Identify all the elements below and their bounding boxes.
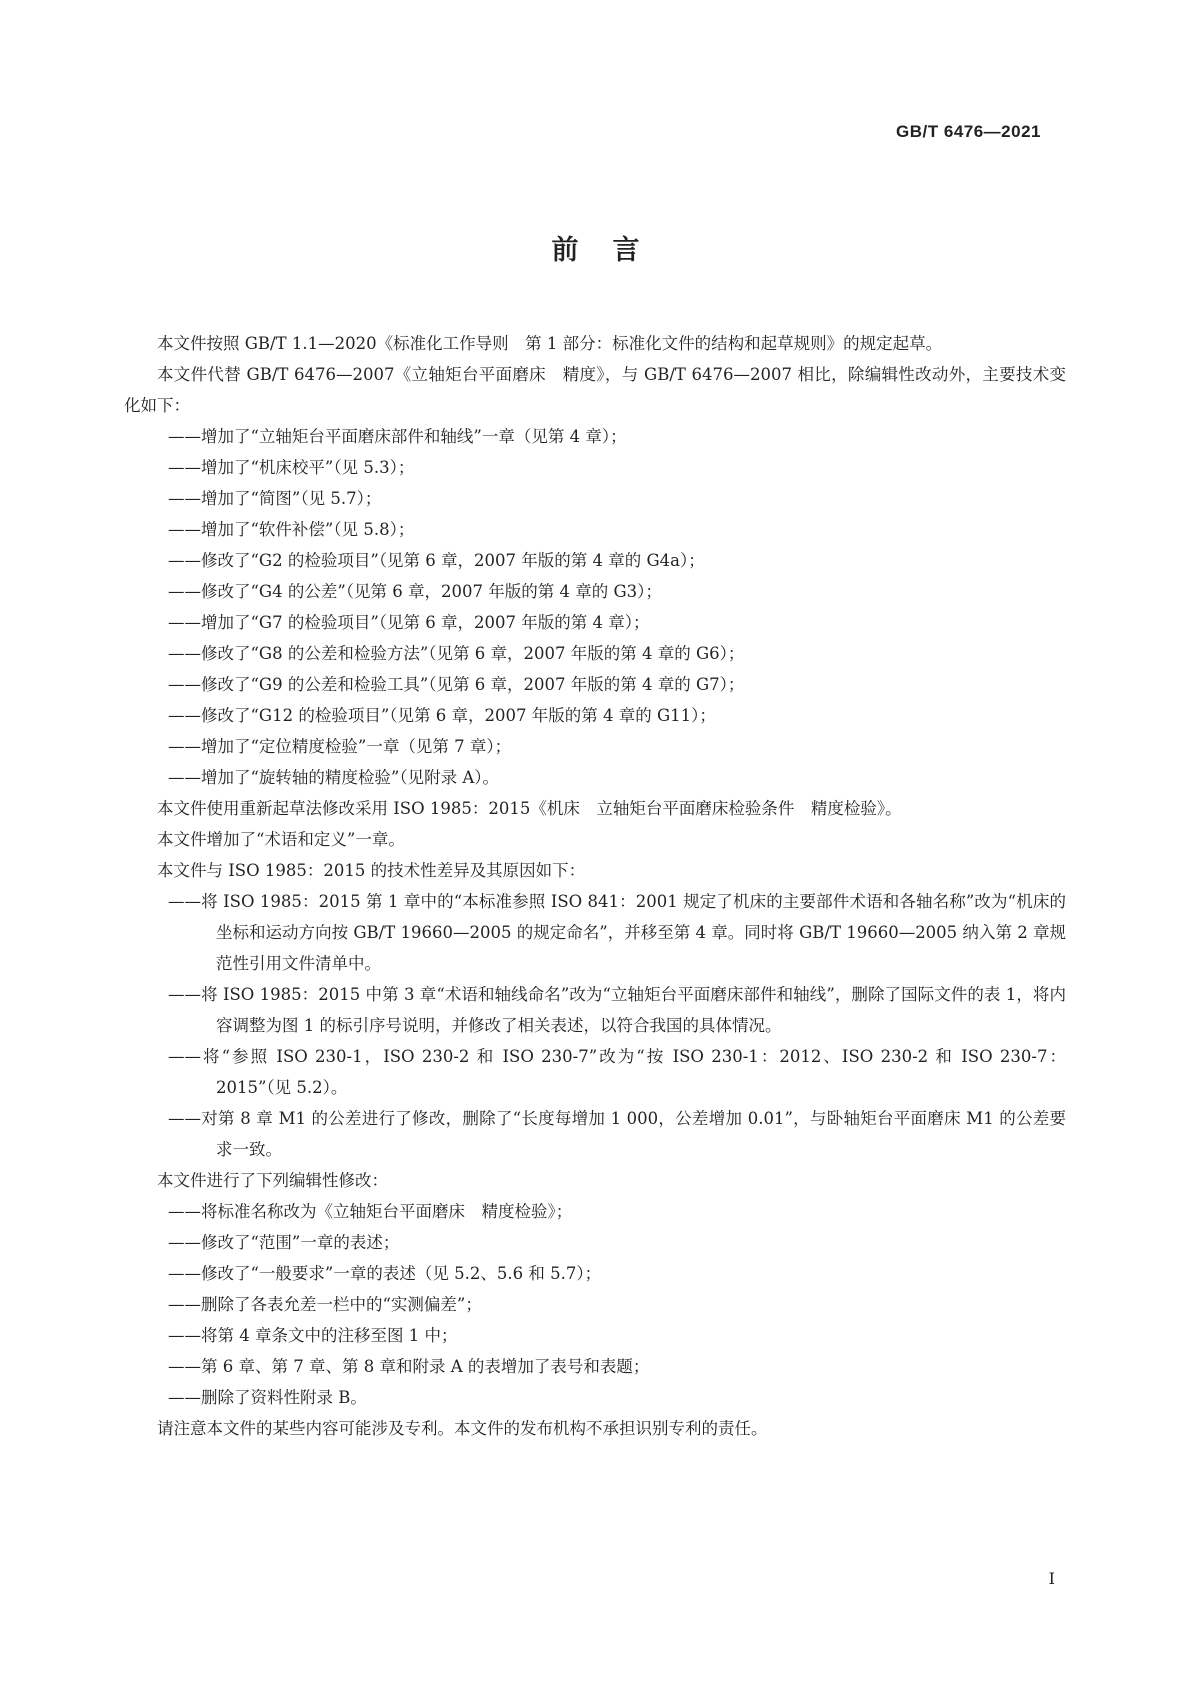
list-item: ——修改了“G8 的公差和检验方法”（见第 6 章，2007 年版的第 4 章的 G6）； — [168, 644, 745, 663]
list-item: ——将“参照 ISO 230-1，ISO 230-2 和 ISO 230-7”改为“按 ISO 230-1：2012、ISO 230-2 和 ISO 230-7：2015”（见 5.2）。 — [168, 1047, 1066, 1097]
paragraph: 本文件进行了下列编辑性修改： — [157, 1171, 388, 1190]
list-item: ——修改了“G9 的公差和检验工具”（见第 6 章，2007 年版的第 4 章的 G7）； — [168, 675, 745, 694]
list-item: ——将标准名称改为《立轴矩台平面磨床 精度检验》； — [168, 1202, 573, 1221]
paragraph: 本文件增加了“术语和定义”一章。 — [157, 830, 405, 849]
list-item: ——删除了资料性附录 B。 — [168, 1388, 367, 1407]
list-item: ——增加了“立轴矩台平面磨床部件和轴线”一章（见第 4 章）； — [168, 427, 627, 446]
standard-code: GB/T 6476—2021 — [896, 122, 1041, 141]
list-item: ——修改了“G4 的公差”（见第 6 章，2007 年版的第 4 章的 G3）； — [168, 582, 662, 601]
list-item: ——修改了“范围”一章的表述； — [168, 1233, 400, 1252]
foreword-body — [124, 328, 1066, 1444]
list-item: ——第 6 章、第 7 章、第 8 章和附录 A 的表增加了表号和表题； — [168, 1357, 650, 1376]
paragraph: 本文件使用重新起草法修改采用 ISO 1985：2015《机床 立轴矩台平面磨床检验条件 精度检验》。 — [157, 799, 902, 818]
paragraph: 请注意本文件的某些内容可能涉及专利。本文件的发布机构不承担识别专利的责任。 — [157, 1419, 768, 1438]
paragraph: 本文件与 ISO 1985：2015 的技术性差异及其原因如下： — [157, 861, 586, 880]
list-item: ——增加了“旋转轴的精度检验”（见附录 A）。 — [168, 768, 500, 787]
list-item: ——对第 8 章 M1 的公差进行了修改，删除了“长度每增加 1 000，公差增加 0.01”，与卧轴矩台平面磨床 M1 的公差要求一致。 — [168, 1109, 1066, 1159]
list-item: ——将 ISO 1985：2015 中第 3 章“术语和轴线命名”改为“立轴矩台平面磨床部件和轴线”，删除了国际文件的表 1，将内容调整为图 1 的标引序号说明，并修改了相关表述，以符合我国的具体情况。 — [168, 985, 1066, 1035]
list-item: ——修改了“G12 的检验项目”（见第 6 章，2007 年版的第 4 章的 G11）； — [168, 706, 716, 725]
list-item: ——增加了“机床校平”（见 5.3）； — [168, 458, 415, 477]
page-number: I — [1048, 1569, 1055, 1588]
list-item: ——增加了“简图”（见 5.7）； — [168, 489, 382, 508]
list-item: ——将 ISO 1985：2015 第 1 章中的“本标准参照 ISO 841：2001 规定了机床的主要部件术语和各轴名称”改为“机床的坐标和运动方向按 GB/T 19660—2005 的规定命名”，并移至第 4 章。同时将 GB/T 19660—2005 纳入第 2 章规范性引用文件清单中。 — [168, 892, 1066, 973]
list-item: ——增加了“定位精度检验”一章（见第 7 章）； — [168, 737, 512, 756]
list-item: ——修改了“一般要求”一章的表述（见 5.2、5.6 和 5.7）； — [168, 1264, 602, 1283]
list-item: ——修改了“G2 的检验项目”（见第 6 章，2007 年版的第 4 章的 G4a）； — [168, 551, 705, 570]
list-item: ——增加了“G7 的检验项目”（见第 6 章，2007 年版的第 4 章）； — [168, 613, 650, 632]
paragraph: 本文件代替 GB/T 6476—2007《立轴矩台平面磨床 精度》，与 GB/T 6476—2007 相比，除编辑性改动外，主要技术变化如下： — [124, 365, 1066, 415]
page-title: 前言 — [551, 235, 674, 266]
list-item: ——删除了各表允差一栏中的“实测偏差”； — [168, 1295, 482, 1314]
paragraph: 本文件按照 GB/T 1.1—2020《标准化工作导则 第 1 部分：标准化文件的结构和起草规则》的规定起草。 — [157, 334, 943, 353]
list-item: ——增加了“软件补偿”（见 5.8）； — [168, 520, 415, 539]
list-item: ——将第 4 章条文中的注移至图 1 中； — [168, 1326, 458, 1345]
